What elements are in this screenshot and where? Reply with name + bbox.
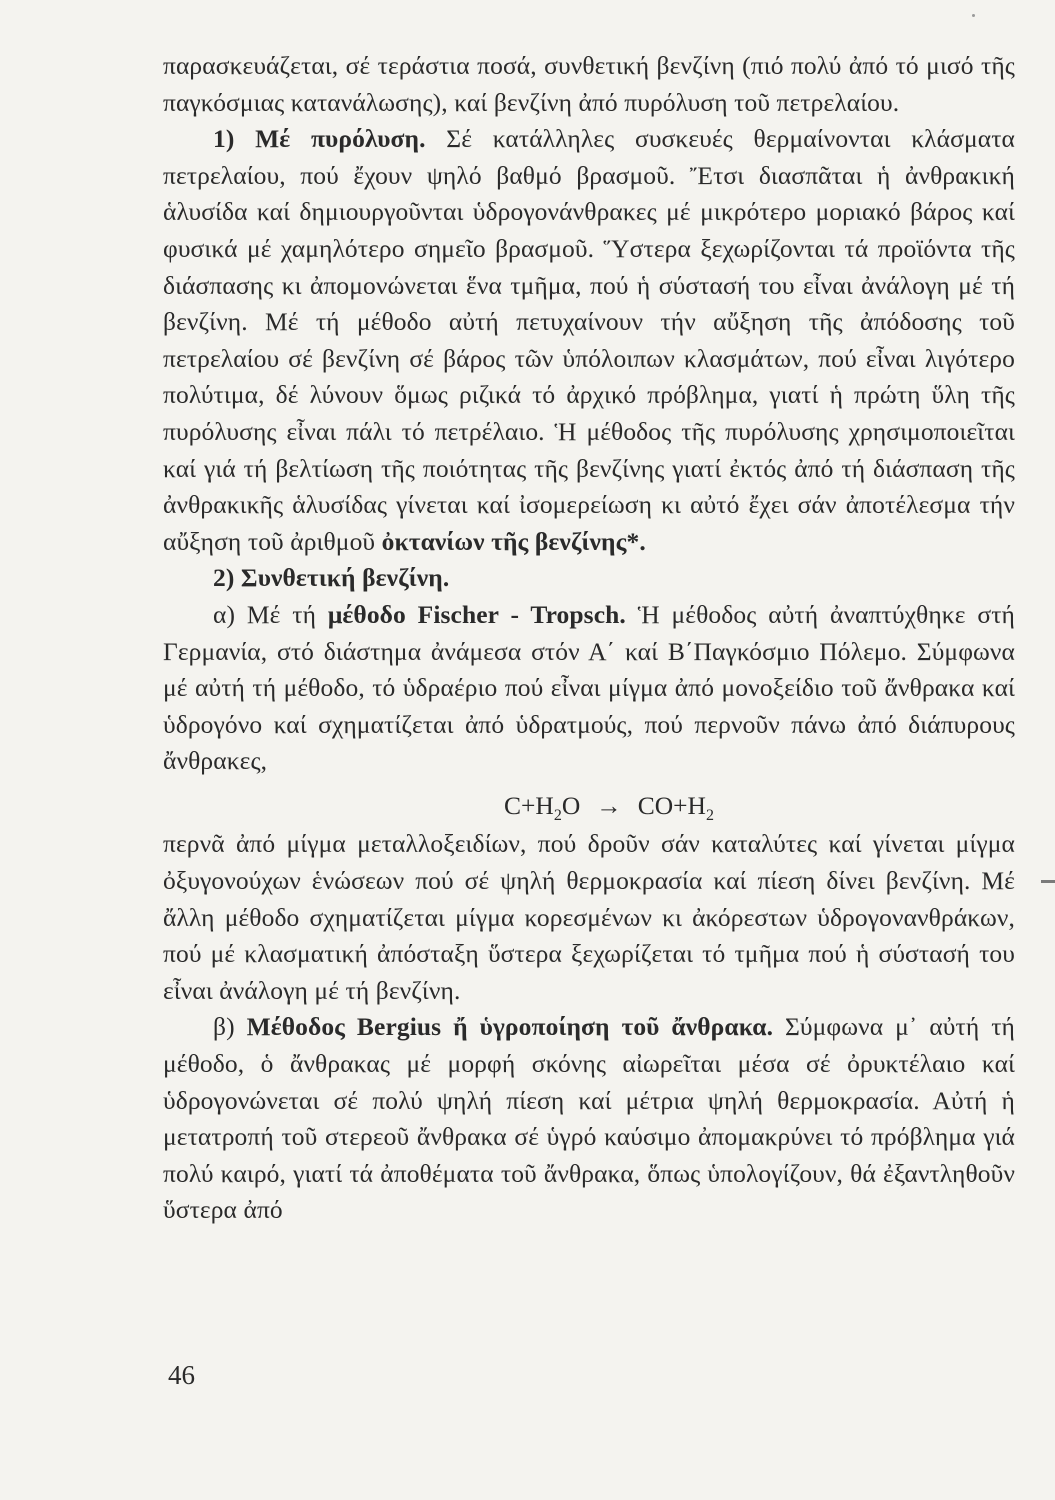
corner-dot bbox=[972, 14, 975, 17]
heading-bergius: Μέθοδος Bergius ἤ ὑγροποίηση τοῦ ἄνθρακα. bbox=[246, 1012, 774, 1042]
heading-synthetic-gasoline: 2) Συνθετική βενζίνη. bbox=[213, 563, 450, 593]
eq-lhs-b: O bbox=[561, 790, 581, 820]
chemical-equation bbox=[163, 788, 1015, 825]
paragraph-intro bbox=[163, 48, 1015, 121]
arrow-icon: → bbox=[596, 790, 622, 820]
paragraph-pyrolysis bbox=[163, 121, 1015, 560]
catalysts-text: περνᾶ ἀπό μίγμα μεταλλοξειδίων, πού δροῦν σάν καταλύτες καί γίνεται μίγμα ὀξυγονούχων ἑνώσεων πού σέ ψηλή θερμοκρασία καί πίεση δίνει βενζίνη. Μέ ἄλλη μέθοδο σχηματίζεται μίγμα κορεσμένων κι ἀκόρεστων ὑδρογονανθράκων, πού μέ κλασματική ἀπόσταξη ὕστερα ξεχωρίζεται τό τμῆμα πού ἡ σύστασή του εἶναι ἀνάλογη μέ τή βενζίνη. bbox=[163, 829, 1015, 1005]
page-body bbox=[163, 48, 1015, 1229]
edge-mark bbox=[1041, 880, 1055, 883]
paragraph-synthetic-heading bbox=[163, 560, 1015, 597]
fischer-prefix: α) Μέ τή bbox=[213, 599, 328, 629]
eq-rhs-sub: 2 bbox=[705, 806, 714, 824]
bergius-text: Σύμφωνα μ᾿ αὐτή τή μέθοδο, ὁ ἄνθρακας μέ μορφή σκόνης αἰωρεῖται μέσα σέ ὀρυκτέλαιο καί ὑδρογονώνεται σέ πολύ ψηλή πίεση καί μέτρια ψηλή θερμοκρασία. Αὐτή ἡ μετατροπή τοῦ στερεοῦ ἄνθρακα σέ ὑγρό καύσιμο ἀπομακρύνει τό πρόβλημα γιά πολύ καιρό, γιατί τά ἀποθέματα τοῦ ἄνθρακα, ὅπως ὑπολογίζουν, θά ἐξαντληθοῦν ὕστερα ἀπό bbox=[163, 1012, 1015, 1225]
heading-fischer-tropsch: μέθοδο Fischer - Tropsch. bbox=[327, 599, 626, 629]
page-number: 46 bbox=[168, 1360, 195, 1390]
bergius-prefix: β) bbox=[213, 1012, 247, 1042]
pyrolysis-text: Σέ κατάλληλες συσκευές θερμαίνονται κλάσματα πετρελαίου, πού ἔχουν ψηλό βαθμό βρασμοῦ. Ἔτσι διασπᾶται ἡ ἀνθρακική ἁλυσίδα καί δημιουργοῦνται ὑδρογονάνθρακες μέ μικρότερο μοριακό βάρος καί φυσικά μέ χαμηλότερο σημεῖο βρασμοῦ. Ὕστερα ξεχωρίζονται τά προϊόντα τῆς διάσπασης κι ἀπομονώνεται ἕνα τμῆμα, πού ἡ σύστασή του εἶναι ἀνάλογη μέ τή βενζίνη. Μέ τή μέθοδο αὐτή πετυχαίνουν τήν αὔξηση τῆς ἀπόδοσης τοῦ πετρελαίου σέ βενζίνη σέ βάρος τῶν ὑπόλοιπων κλασμάτων, πού εἶναι λιγότερο πολύτιμα, δέ λύνουν ὅμως ριζικά τό ἀρχικό πρόβλημα, γιατί ἡ πρώτη ὕλη τῆς πυρόλυσης εἶναι πάλι τό πετρέλαιο. Ἡ μέθοδος τῆς πυρόλυσης χρησιμοποιεῖται καί γιά τή βελτίωση τῆς ποιότητας τῆς βενζίνης γιατί ἐκτός ἀπό τή διάσπαση τῆς ἀνθρακικῆς ἁλυσίδας γίνεται καί ἰσομερείωση κι αὐτό ἔχει σάν ἀποτέλεσμα τήν αὔξηση τοῦ ἀριθμοῦ bbox=[163, 124, 1015, 556]
eq-lhs-sub: 2 bbox=[553, 806, 562, 824]
intro-text: παρασκευάζεται, σέ τεράστια ποσά, συνθετική βενζίνη (πιό πολύ ἀπό τό μισό τῆς παγκόσμιας κατανάλωσης), καί βενζίνη ἀπό πυρόλυση τοῦ πετρελαίου. bbox=[163, 51, 1015, 117]
eq-lhs-a: C+H bbox=[504, 790, 554, 820]
fischer-text: Ἡ μέθοδος αὐτή ἀναπτύχθηκε στή Γερμανία, στό διάστημα ἀνάμεσα στόν Α΄ καί Β΄Παγκόσμιο Πόλεμο. Σύμφωνα μέ αὐτή τή μέθοδο, τό ὑδραέριο πού εἶναι μίγμα ἀπό μονοξείδιο τοῦ ἄνθρακα καί ὑδρογόνο καί σχηματίζεται ἀπό ὑδρατμούς, πού περνοῦν πάνω ἀπό διάπυρους ἄνθρακες, bbox=[163, 599, 1015, 776]
paragraph-fischer-tropsch bbox=[163, 597, 1015, 780]
paragraph-catalysts bbox=[163, 826, 1015, 1009]
eq-rhs-a: CO+H bbox=[637, 790, 706, 820]
paragraph-bergius bbox=[163, 1009, 1015, 1229]
octane-bold-text: ὀκτανίων τῆς βενζίνης*. bbox=[381, 526, 646, 556]
heading-pyrolysis: 1) Μέ πυρόλυση. bbox=[213, 124, 426, 154]
